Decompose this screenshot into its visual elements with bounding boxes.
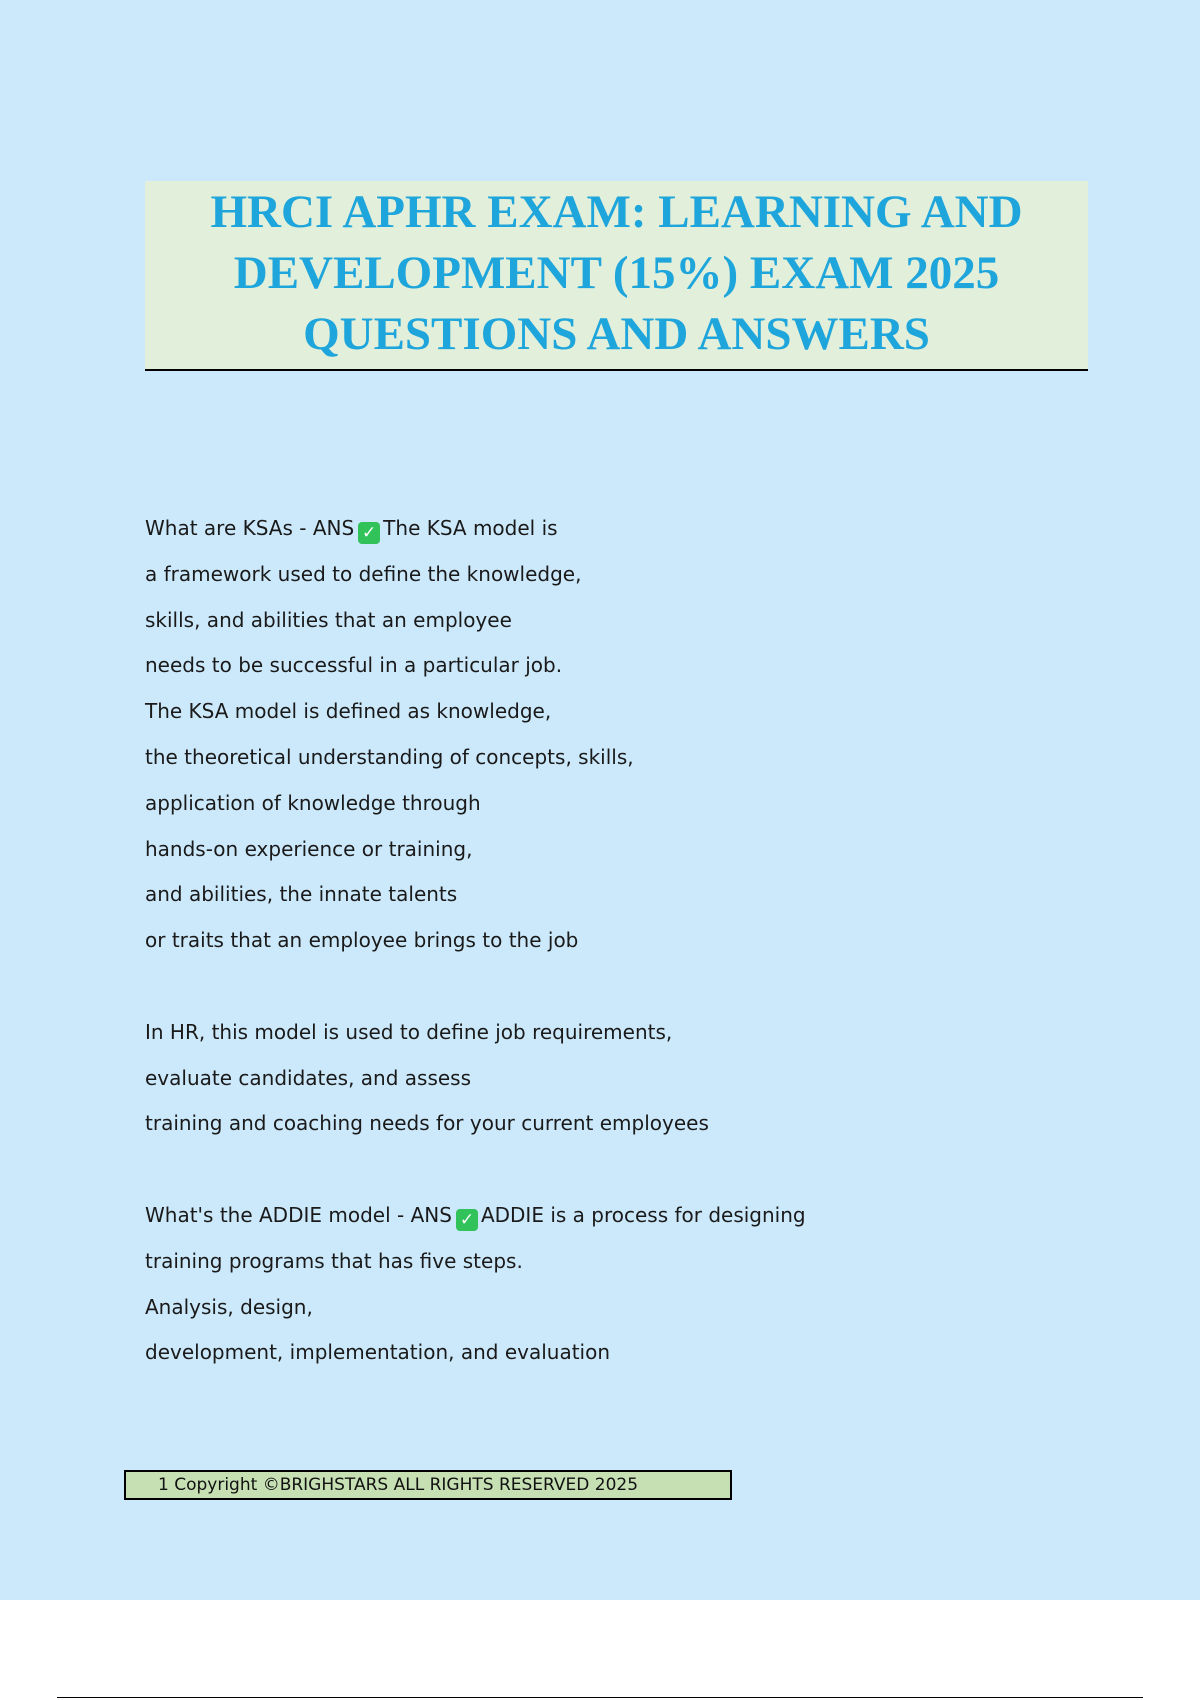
answer-line: needs to be successful in a particular job. — [145, 653, 563, 678]
answer-line: a framework used to define the knowledge, — [145, 561, 582, 586]
answer-line: training and coaching needs for your current employees — [145, 1111, 709, 1136]
answer-text: ADDIE is a process for designing — [480, 1202, 806, 1227]
answer-line: and abilities, the innate talents — [145, 882, 458, 907]
question-text: What's the ADDIE model - ANS — [145, 1202, 452, 1227]
answer-line: skills, and abilities that an employee — [145, 607, 512, 632]
answer-line: In HR, this model is used to define job requirements, — [145, 1019, 673, 1044]
answer-line: or traits that an employee brings to the job — [145, 928, 579, 953]
answer-line: development, implementation, and evaluation — [145, 1340, 611, 1365]
answer-line: hands-on experience or training, — [145, 836, 473, 861]
answer-line: Analysis, design, — [145, 1294, 313, 1319]
blank-line — [145, 964, 1045, 1010]
answer-line: The KSA model is defined as knowledge, — [145, 699, 552, 724]
document-body — [145, 506, 1045, 1376]
check-mark-icon: ✓ — [456, 1209, 478, 1231]
check-mark-icon: ✓ — [358, 522, 380, 544]
page-divider — [57, 1697, 1143, 1698]
document-title — [145, 181, 1088, 371]
question-line — [145, 506, 1045, 552]
blank-line — [145, 1147, 1045, 1193]
answer-text: The KSA model is — [383, 516, 558, 540]
answer-line: the theoretical understanding of concepts, skills, — [145, 744, 634, 769]
answer-line: application of knowledge through — [145, 790, 481, 815]
question-line — [145, 1193, 1045, 1239]
copyright-footer: 1 Copyright ©BRIGHSTARS ALL RIGHTS RESERVED 2025 — [124, 1470, 732, 1500]
answer-line: evaluate candidates, and assess — [145, 1065, 472, 1090]
title-line: HRCI APHR EXAM: LEARNING AND — [210, 185, 1023, 238]
title-line: QUESTIONS AND ANSWERS — [303, 307, 930, 360]
question-text: What are KSAs - ANS — [145, 516, 355, 540]
answer-line: training programs that has five steps. — [145, 1248, 523, 1273]
title-line: DEVELOPMENT (15%) EXAM 2025 — [233, 246, 1000, 299]
